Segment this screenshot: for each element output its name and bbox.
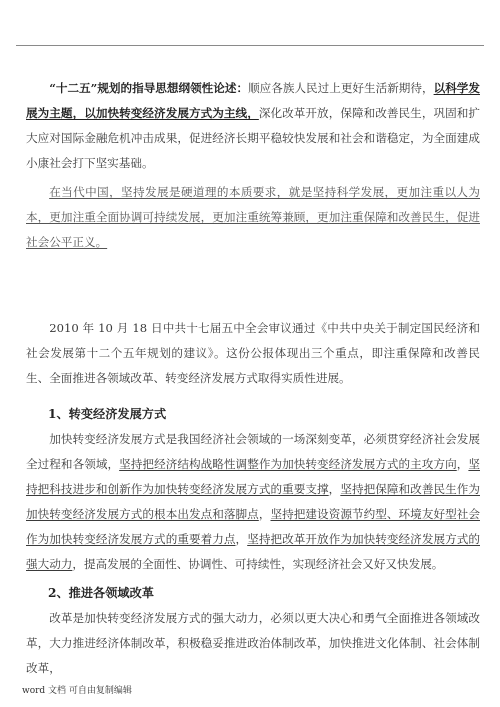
paragraph-scientific-development: 在当代中国，坚持发展是硬道理的本质要求，就是坚持科学发展，更加注重以人为本，更加注重全面协调可持续发展，更加注重统筹兼顾，更加注重保障和改善民生，促进社会公平正义。 [26, 185, 480, 249]
text-span: ， [328, 482, 341, 496]
text-span: 加快转变经济发展方式是我国经济社会领域的一场深刻变革，必须贯穿经济社会发展全过程和各领域， [26, 432, 480, 471]
paragraph-promote-reform: 改革是加快转变经济发展方式的强大动力，必须以更大决心和勇气全面推进各领域改革，大力推进经济体制改革，积极稳妥推进政治体制改革，加快推进文化体制、社会体制改革， [26, 611, 480, 675]
paragraph-transform-development [26, 427, 480, 577]
text-span: ， [456, 457, 469, 471]
underlined-phrase: 以科学发展为主题，以加快转变经济发展方式为主线， [26, 81, 480, 120]
underlined-phrase: 坚持把经济结构战略性调整作为加快转变经济发展方式的主攻方向 [119, 457, 457, 471]
lead-phrase: “十二五”规划的指导思想纲领性论述： [49, 81, 249, 95]
text-span: ，提高发展的全面性、协调性、可持续性，实现经济社会又好又快发展。 [72, 557, 444, 571]
text-span: 深化改革开放，保障和改善民生，巩固和扩大应对国际金融危机冲击成果，促进经济长期平稳较快发展和社会和谐稳定，为全面建成小康社会打下坚实基础。 [26, 106, 480, 170]
footer-note: word 文档 可自由复制编辑 [22, 686, 132, 696]
heading-transform-development: 1、转变经济发展方式 [48, 407, 167, 421]
underlined-phrase: 坚持把科技进步和创新作为加快转变经济发展方式的重要支撑 [26, 457, 480, 496]
text-span: 顺应各族人民过上更好生活新期待， [248, 81, 434, 95]
text-span: ， [235, 532, 248, 546]
underlined-phrase: 坚持把保障和改善民生作为加快转变经济发展方式的根本出发点和落脚点 [26, 482, 480, 521]
header-rule [16, 45, 484, 46]
underlined-phrase: 坚持把建设资源节约型、环境友好型社会作为加快转变经济发展方式的重要着力点 [26, 507, 480, 546]
paragraph-plenary-session: 2010 年 10 月 18 日中共十七届五中全会审议通过《中共中央关于制定国民经济和社会发展第十二个五年规划的建议》。这份公报体现出三个重点，即注重保障和改善民生、全面推进各领域改革、转变经济发展方式取得实质性进展。 [26, 321, 480, 385]
underlined-phrase: 坚持把改革开放作为加快转变经济发展方式的强大动力 [26, 532, 480, 571]
text-span: ， [258, 507, 271, 521]
paragraph-guiding-ideology [26, 76, 480, 176]
heading-promote-reform: 2、推进各领域改革 [48, 586, 154, 600]
